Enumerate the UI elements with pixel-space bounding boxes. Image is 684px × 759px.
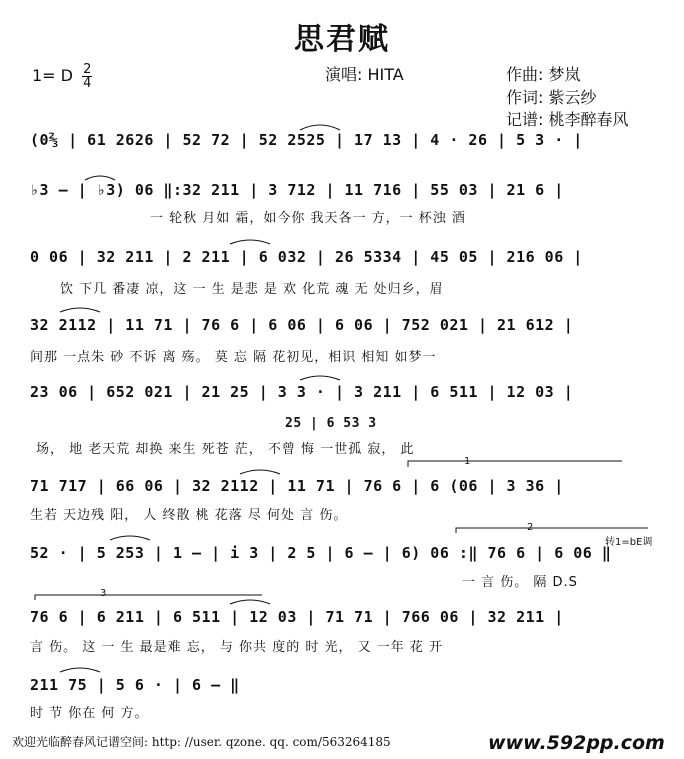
- volta-3-label: 3: [100, 588, 107, 599]
- transcriber-credit: 记谱: 桃李醉春风: [506, 110, 629, 129]
- volta-2-label: 2: [527, 522, 534, 533]
- lyricist-credit: 作词: 紫云纱: [506, 88, 597, 107]
- volta-1-bracket: [408, 461, 622, 467]
- slur-mark: [60, 308, 100, 312]
- score-row-1-notes: (0⅔ | 61 2626 | 52 72 | 52 2525 | 17 13 | 4 · 26 | 5 3 · |: [30, 131, 583, 149]
- volta-3-bracket: [35, 595, 262, 600]
- slur-mark: [240, 470, 280, 474]
- site-logo: www.592pp.com: [488, 732, 665, 754]
- score-row-8-notes: 76 6 | 6 211 | 6 511 | 12 03 | 71 71 | 766 06 | 32 211 |: [30, 608, 564, 626]
- volta-1-label: 1: [464, 456, 471, 467]
- score-row-9-lyrics: 时 节 你在 何 方。: [30, 706, 149, 721]
- key-label: 1= D: [32, 66, 73, 85]
- singer-credit: 演唱: HITA: [325, 65, 404, 84]
- score-row-5-lyrics: 场， 地 老天荒 却换 来生 死苍 茫， 不曾 悔 一世孤 寂， 此: [36, 442, 415, 457]
- score-row-2-lyrics: 一 轮秋 月如 霜，如今你 我天各一 方，一 杯浊 酒: [150, 211, 466, 226]
- score-row-4-notes: 32 2112 | 11 71 | 76 6 | 6 06 | 6 06 | 752 021 | 21 612 |: [30, 316, 574, 334]
- slur-mark: [230, 600, 270, 604]
- score-row-4-lyrics: 间那 一点朱 砂 不诉 离 殇。 莫 忘 隔 花初见，相识 相知 如梦一: [30, 350, 437, 365]
- slur-mark: [300, 125, 340, 130]
- score-row-6-lyrics: 生若 天边残 阳， 人 终散 桃 花落 尽 何处 言 伤。: [30, 508, 348, 523]
- slur-mark: [60, 668, 100, 672]
- slur-mark: [300, 376, 340, 380]
- score-row-3-lyrics: 饮 下几 番凄 凉，这 一 生 是悲 是 欢 化荒 魂 无 处归乡，眉: [60, 282, 444, 297]
- modulation-label: 转1=bE调: [605, 537, 653, 548]
- slur-mark: [85, 176, 115, 180]
- song-title: 思君赋: [294, 22, 390, 57]
- score-row-7-notes: 52 · | 5 253 | 1 – | i 3 | 2 5 | 6 – | 6) 06 :‖ 76 6 | 6 06 ‖: [30, 544, 612, 562]
- footer-note: 欢迎光临醉春风记谱空间: http: //user. qzone. qq. com/563264185: [12, 735, 391, 749]
- score-row-6-notes: 71 717 | 66 06 | 32 2112 | 11 71 | 76 6 | 6 (06 | 3 36 |: [30, 477, 564, 495]
- score-row-5-alt-notes: 25 | 6 53 3: [285, 416, 377, 431]
- score-row-2-notes: ♭3 – | ♭3) 06 ‖:32 211 | 3 712 | 11 716 | 55 03 | 21 6 |: [30, 181, 564, 199]
- score-row-5-notes: 23 06 | 652 021 | 21 25 | 3 3 · | 3 211 | 6 511 | 12 03 |: [30, 383, 574, 401]
- score-row-3-notes: 0 06 | 32 211 | 2 211 | 6 032 | 26 5334 | 45 05 | 216 06 |: [30, 248, 583, 266]
- score-row-9-notes: 211 75 | 5 6 · | 6 – ‖: [30, 676, 240, 694]
- score-row-7-lyrics: 一 言 伤。 隔 D.S: [462, 575, 578, 590]
- slur-mark: [230, 240, 270, 244]
- composer-credit: 作曲: 梦岚: [506, 65, 581, 84]
- time-bottom: 4: [83, 76, 92, 91]
- score-row-8-lyrics: 言 伤。 这 一 生 最是难 忘， 与 你共 度的 时 光， 又 一年 花 开: [30, 640, 443, 655]
- volta-2-bracket: [456, 528, 648, 533]
- slur-mark: [110, 536, 150, 540]
- time-top: 2: [83, 62, 92, 77]
